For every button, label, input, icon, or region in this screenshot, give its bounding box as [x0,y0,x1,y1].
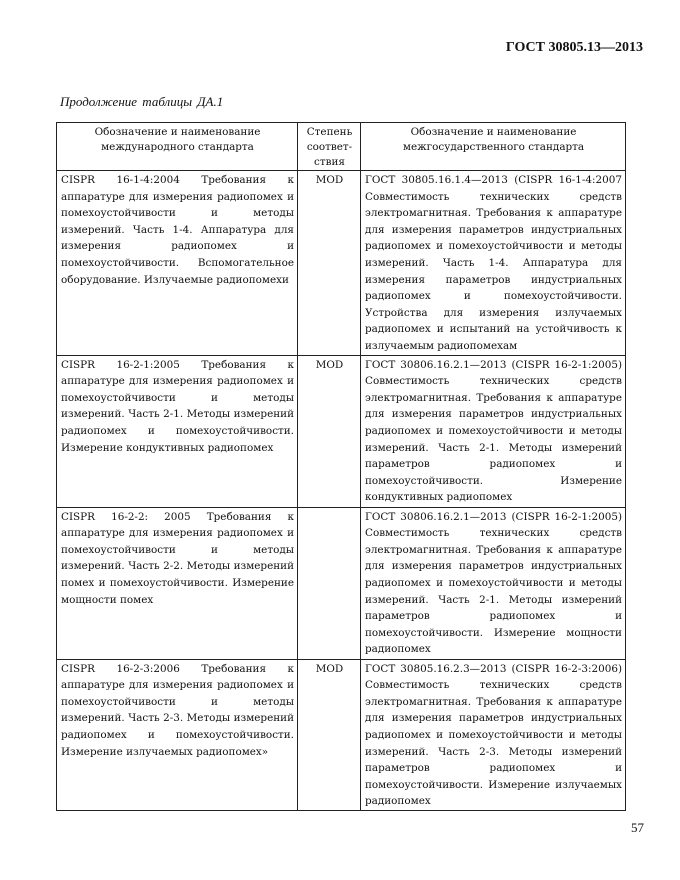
interstate-standard-cell: ГОСТ 30806.16.2.1—2013 (CISPR 16-2-1:2005) Совместимость технических средств электромагнитная. Требования к аппаратуре для измерения параметров индустриальных радиопомех и помехоустойчивости и методы измерений. Часть 2-1. Методы измерений параметров радиопомех и помехоустойчивости. Измерение мощности радиопомех [361,507,626,659]
degree-cell [298,507,361,659]
standard-designation: ГОСТ 30805.13—2013 [505,40,643,55]
international-standard-cell: CISPR 16-2-3:2006 Требования к аппаратуре для измерения радиопомех и помехоустойчивости и методы измерений. Часть 2-3. Методы измерений радиопомех и помехоустойчивости. Измерение излучаемых радиопомех» [57,659,298,810]
table-row [57,355,626,507]
international-standard-cell: CISPR 16-2-2: 2005 Требования к аппаратуре для измерения радиопомех и помехоустойчивости и методы измерений. Часть 2-2. Методы измерений помех и помехоустойчивости. Измерение мощности помех [57,507,298,659]
table-caption: Продолжение таблицы ДА.1 [60,94,224,109]
table-row [57,507,626,659]
interstate-standard-cell: ГОСТ 30805.16.2.3—2013 (CISPR 16-2-3:2006) Совместимость технических средств электромагнитная. Требования к аппаратуре для измерения параметров индустриальных радиопомех и помехоустойчивости и методы измерений. Часть 2-3. Методы измерений параметров радиопомех и помехоустойчивости. Измерение излучаемых радиопомех [361,659,626,810]
degree-cell: MOD [298,659,361,810]
international-standard-cell: CISPR 16-2-1:2005 Требования к аппаратуре для измерения радиопомех и помехоустойчивости и методы измерений. Часть 2-1. Методы измерений радиопомех и помехоустойчивости. Измерение кондуктивных радиопомех [57,355,298,507]
page-number: 57 [631,820,644,835]
column-header-interstate: Обозначение и наименование межгосударственного стандарта [361,123,626,171]
table-row [57,171,626,356]
degree-cell: MOD [298,171,361,356]
table-header-row [57,123,626,171]
interstate-standard-cell: ГОСТ 30805.16.1.4—2013 (CISPR 16-1-4:2007 Совместимость технических средств электромагнитная. Требования к аппаратуре для измерения параметров индустриальных радиопомех и помехоустойчивости и методы измерений. Часть 1-4. Аппаратура для измерения параметров индустриальных радиопомех и помехоустойчивости. Устройства для измерения излучаемых радиопомех и испытаний на устойчивость к излучаемым радиопомехам [361,171,626,356]
interstate-standard-cell: ГОСТ 30806.16.2.1—2013 (CISPR 16-2-1:2005) Совместимость технических средств электромагнитная. Требования к аппаратуре для измерения параметров индустриальных радиопомех и помехоустойчивости и методы измерений. Часть 2-1. Методы измерений параметров радиопомех и помехоустойчивости. Измерение кондуктивных радиопомех [361,355,626,507]
column-header-degree: Степень соответ-ствия [298,123,361,171]
correspondence-table [56,122,626,811]
column-header-international: Обозначение и наименование международного стандарта [57,123,298,171]
international-standard-cell: CISPR 16-1-4:2004 Требования к аппаратуре для измерения радиопомех и помехоустойчивости и методы измерений. Часть 1-4. Аппаратура для измерения радиопомех и помехоустойчивости. Вспомогательное оборудование. Излучаемые радиопомехи [57,171,298,356]
table-row [57,659,626,810]
degree-cell: MOD [298,355,361,507]
